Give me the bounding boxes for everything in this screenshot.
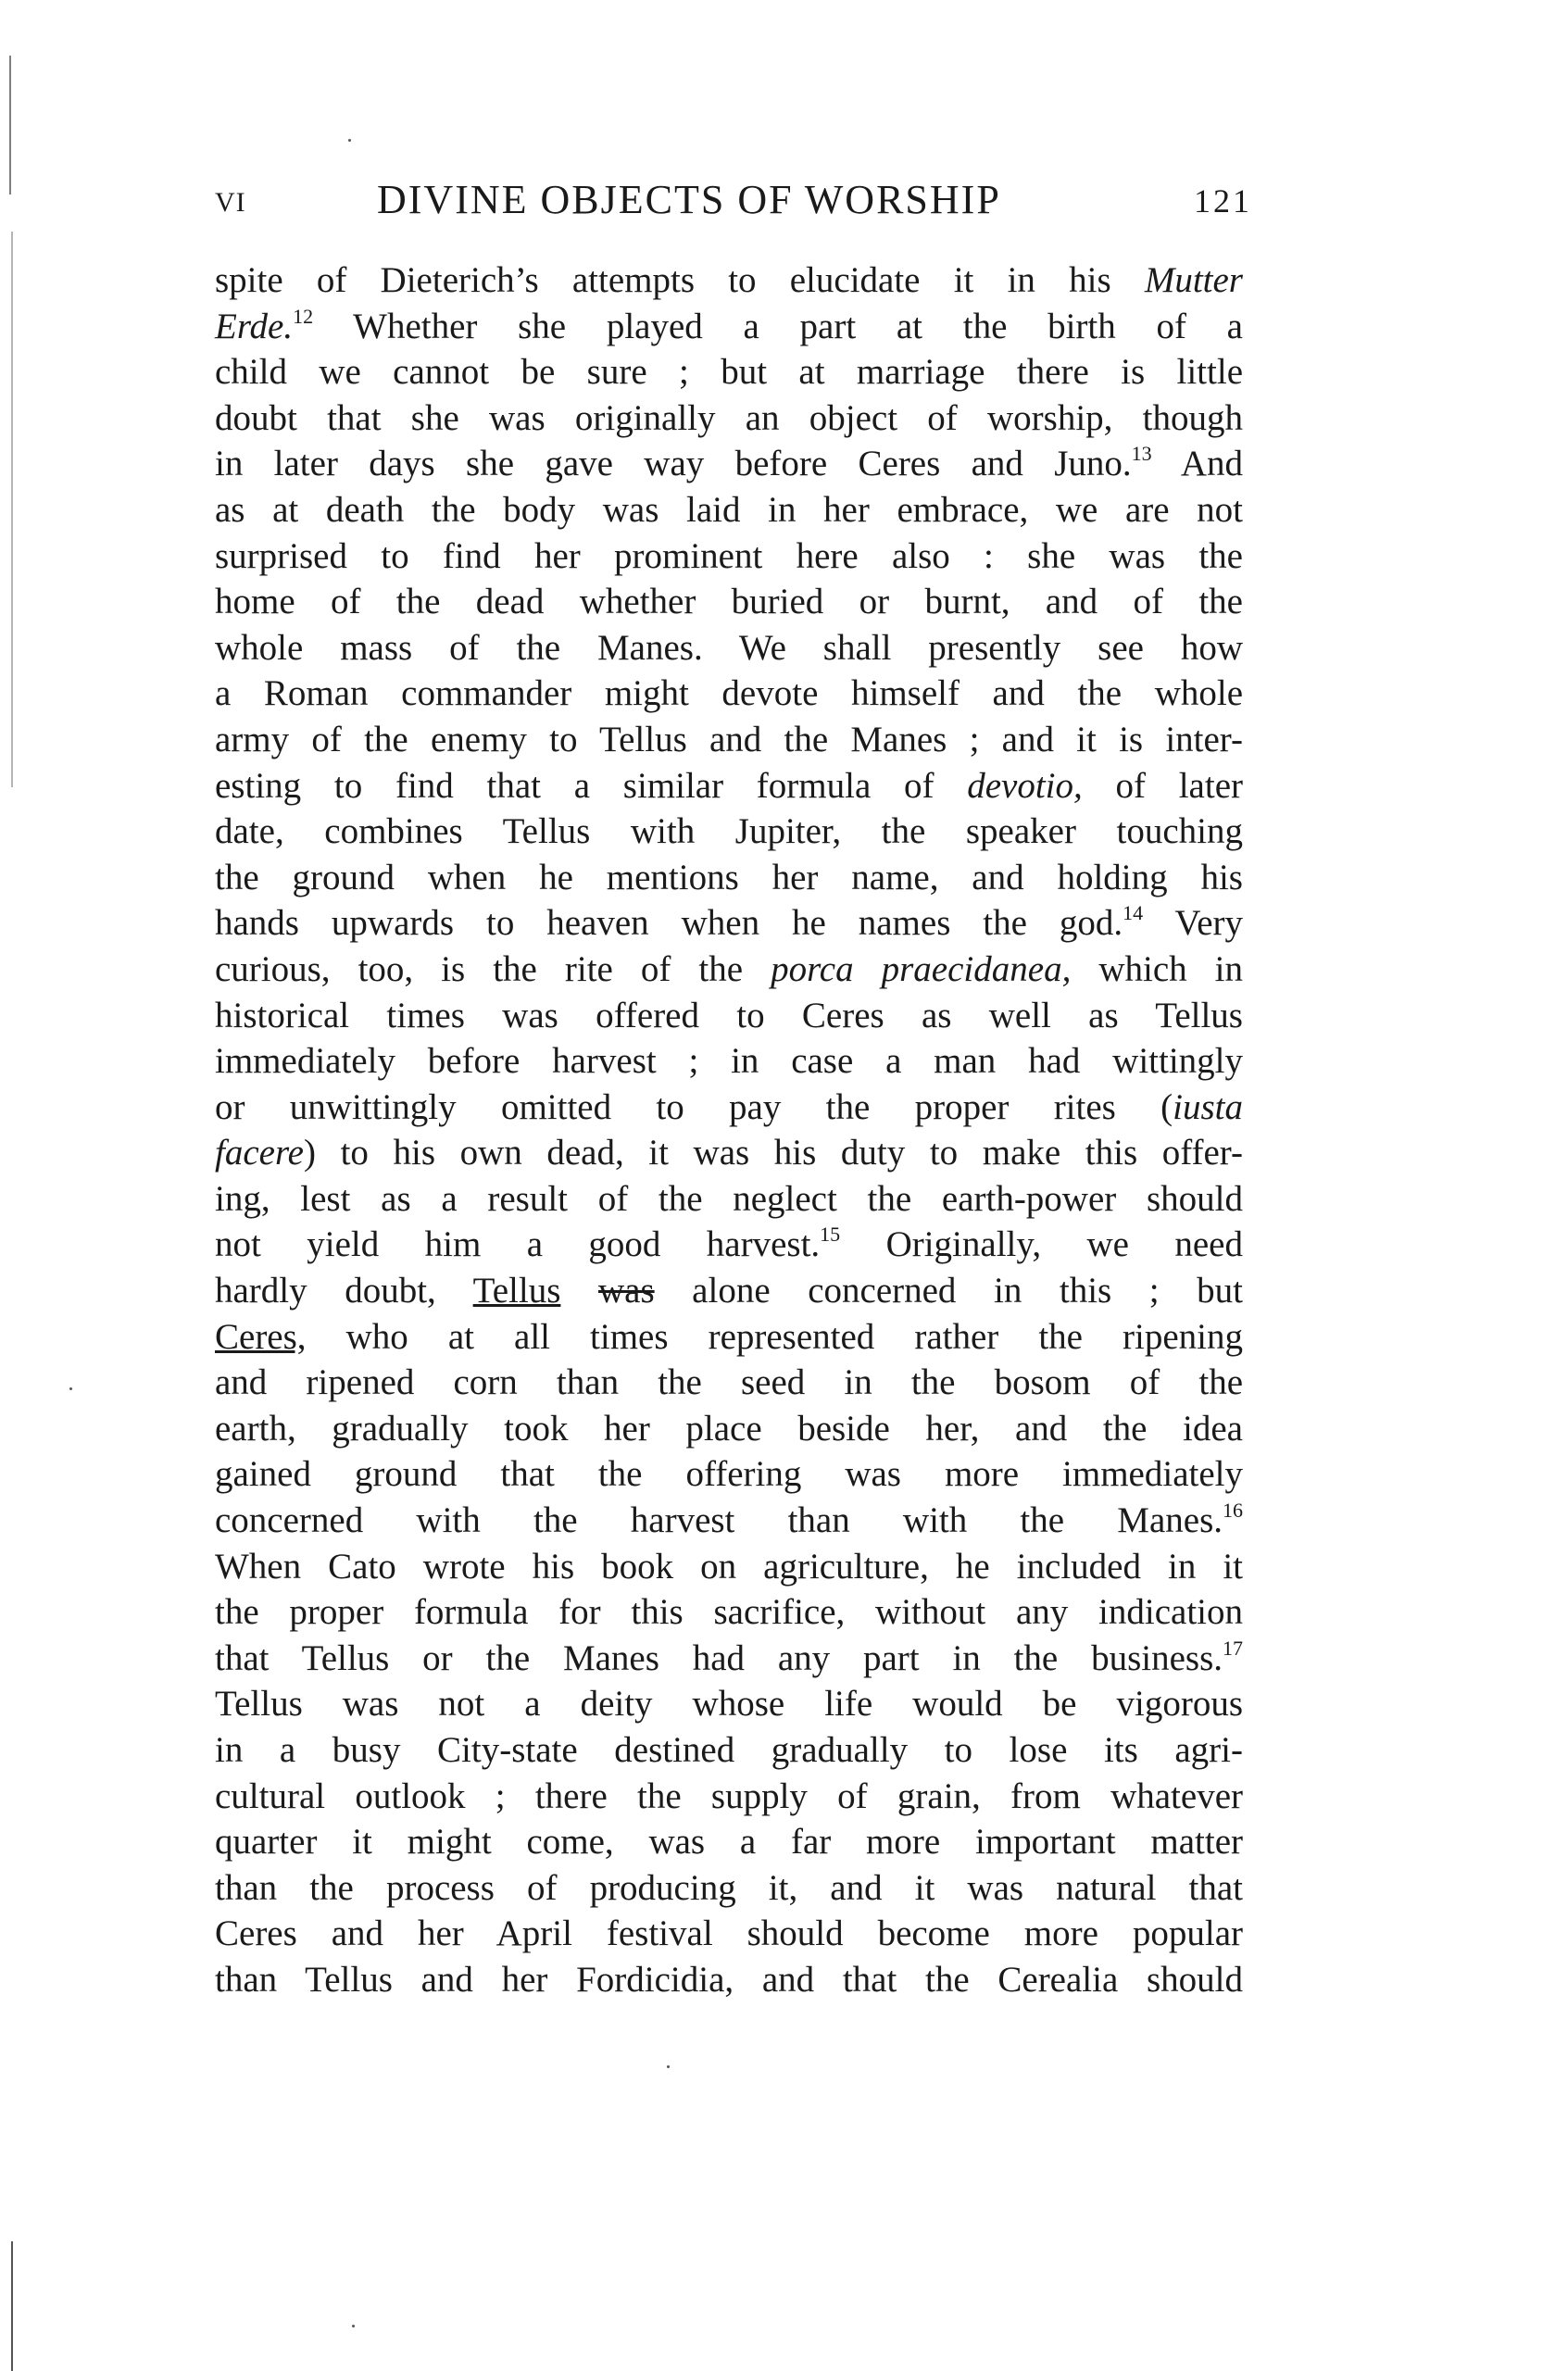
text-line: that Tellus or the Manes had any part in the business.$^{17}$ <box>215 1636 1243 1678</box>
text-line: whole mass of the Manes. We shall presently see how <box>215 627 1243 668</box>
scan-speck <box>667 2065 670 2068</box>
text-line: than the process of producing it, and it was natural that <box>215 1867 1243 1908</box>
text-line: spite of Dieterich’s attempts to elucidate it in his Mutter <box>215 260 1243 300</box>
footnote-marker: 17 <box>1223 1636 1243 1660</box>
text-line: facere) to his own dead, it was his duty to make this offer- <box>215 1133 1243 1173</box>
text-line: esting to find that a similar formula of devotio, of later <box>215 765 1243 806</box>
pencil-underlined-word: Ceres, <box>215 1316 307 1357</box>
footnote-marker: 15 <box>820 1223 841 1247</box>
pencil-underlined-word: Tellus <box>472 1271 561 1311</box>
body-text <box>215 257 1243 2003</box>
text-line: concerned with the harvest than with the Manes.$^{16}$ <box>215 1499 1243 1541</box>
text-line: army of the enemy to Tellus and the Manes ; and it is inter- <box>215 719 1243 759</box>
scan-edge-mark <box>9 56 11 194</box>
text-line: immediately before harvest ; in case a man had wittingly <box>215 1041 1243 1082</box>
text-line: When Cato wrote his book on agriculture, he included in it <box>215 1546 1243 1587</box>
text-line: a Roman commander might devote himself and the whole <box>215 673 1243 714</box>
text-line: or unwittingly omitted to pay the proper rites (iusta <box>215 1086 1243 1127</box>
running-title: DIVINE OBJECTS OF WORSHIP <box>377 177 1001 222</box>
text-line: as at death the body was laid in her embrace, we are not <box>215 489 1243 530</box>
footnote-marker: 13 <box>1131 442 1152 466</box>
page-number: 121 <box>1194 182 1252 220</box>
scan-edge-mark <box>11 232 13 787</box>
text-line: doubt that she was originally an object of worship, though <box>215 397 1243 438</box>
text-line: Ceres and her April festival should become more popular <box>215 1913 1243 1954</box>
text-line: the proper formula for this sacrifice, without any indication <box>215 1592 1243 1633</box>
text-line: ing, lest as a result of the neglect the earth-power should <box>215 1178 1243 1219</box>
text-line: not yield him a good harvest.$^{15}$ Originally, we need <box>215 1223 1243 1265</box>
text-line: hands upwards to heaven when he names the god.$^{14}$ Very <box>215 901 1243 944</box>
running-head <box>215 176 1252 222</box>
text-line: in a busy City-state destined gradually to lose its agri- <box>215 1730 1243 1770</box>
text-line: historical times was offered to Ceres as well as Tellus <box>215 995 1243 1035</box>
text-line: in later days she gave way before Ceres and Juno.$^{13}$ And <box>215 442 1244 484</box>
text-line: date, combines Tellus with Jupiter, the speaker touching <box>215 811 1243 852</box>
scan-edge-mark <box>11 2241 13 2371</box>
scan-speck <box>352 2325 355 2327</box>
text-line: surprised to find her prominent here also : she was the <box>215 535 1243 576</box>
chapter-number: VI <box>215 187 246 218</box>
text-line: hardly doubt, Tellus was alone concerned in this ; but <box>215 1271 1244 1311</box>
italic-text: iusta <box>1173 1086 1243 1127</box>
scan-speck <box>348 139 351 142</box>
text-line: child we cannot be sure ; but at marriage there is little <box>215 352 1243 393</box>
italic-text: devotio, <box>967 765 1083 806</box>
text-line: Ceres, who at all times represented rather the ripening <box>215 1316 1243 1357</box>
scan-speck <box>69 1387 72 1390</box>
italic-text: porca praecidanea, <box>771 948 1072 989</box>
text-line: Tellus was not a deity whose life would be vigorous <box>215 1684 1243 1725</box>
text-line: curious, too, is the rite of the porca praecidanea, which in <box>215 948 1244 989</box>
footnote-marker: 14 <box>1123 901 1144 925</box>
text-line: than Tellus and her Fordicidia, and that the Cerealia should <box>215 1959 1243 2000</box>
italic-text: Erde. <box>215 306 294 346</box>
italic-text: Mutter <box>1144 260 1243 300</box>
text-line: earth, gradually took her place beside her, and the idea <box>215 1408 1243 1449</box>
text-line: quarter it might come, was a far more important matter <box>215 1822 1243 1863</box>
text-line: the ground when he mentions her name, and holding his <box>215 857 1243 897</box>
text-line: and ripened corn than the seed in the bosom of the <box>215 1362 1243 1403</box>
footnote-marker: 16 <box>1223 1499 1243 1523</box>
text-line: cultural outlook ; there the supply of grain, from whatever <box>215 1775 1243 1816</box>
text-line: Erde.$^{12}$ Whether she played a part at the birth of a <box>215 304 1243 346</box>
text-line: home of the dead whether buried or burnt, and of the <box>215 582 1243 622</box>
footnote-marker: 12 <box>293 304 314 328</box>
italic-text: facere <box>215 1133 304 1173</box>
pencil-struck-word: was <box>597 1271 655 1311</box>
text-line: gained ground that the offering was more immediately <box>215 1454 1243 1495</box>
